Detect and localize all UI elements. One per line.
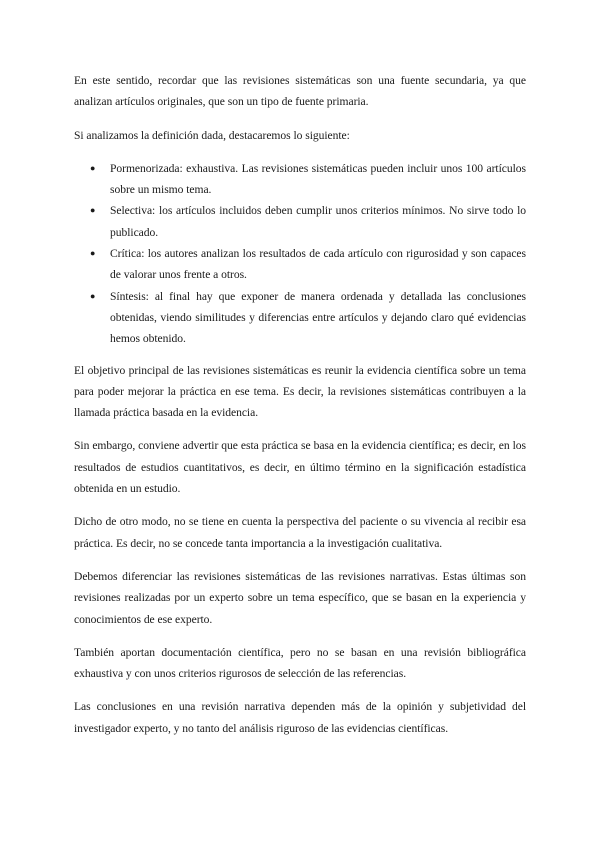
paragraph-objective: El objetivo principal de las revisiones sistemáticas es reunir la evidencia científica sobre un tema para poder mejorar la práctica en ese tema. Es decir, la revisiones sistemáticas contribuyen a la llamada práctica basada en la evidencia. bbox=[74, 363, 526, 420]
list-item-text: Pormenorizada: exhaustiva. Las revisiones sistemáticas pueden incluir unos 100 artículos sobre un mismo tema. bbox=[110, 161, 526, 197]
list-item-critica bbox=[74, 243, 526, 286]
list-item-text: Selectiva: los artículos incluidos deben cumplir unos criterios mínimos. No sirve todo lo publicado. bbox=[110, 204, 526, 239]
paragraph-documentation: También aportan documentación científica, pero no se basan en una revisión bibliográfica exhaustiva y con unos criterios rigurosos de selección de las referencias. bbox=[74, 645, 526, 681]
list-item-selectiva bbox=[74, 200, 526, 243]
bullet-icon: ● bbox=[90, 248, 96, 259]
paragraph-definition-lead: Si analizamos la definición dada, destacaremos lo siguiente: bbox=[74, 128, 350, 142]
list-item-sintesis bbox=[74, 286, 526, 350]
characteristics-list bbox=[74, 158, 526, 350]
bullet-icon: ● bbox=[90, 205, 96, 216]
paragraph-caveat: Sin embargo, conviene advertir que esta práctica se basa en la evidencia científica; es decir, en los resultados de estudios cuantitativos, es decir, en último término en la significación estadística obtenida en un estudio. bbox=[74, 439, 526, 496]
list-item-text: Síntesis: al final hay que exponer de manera ordenada y detallada las conclusiones obtenidas, viendo similitudes y diferencias entre artículos y dejando claro qué evidencias hemos obtenido. bbox=[110, 289, 526, 346]
paragraph-intro: En este sentido, recordar que las revisiones sistemáticas son una fuente secundaria, ya que analizan artículos originales, que son un tipo de fuente primaria. bbox=[74, 74, 526, 109]
paragraph-patient-perspective: Dicho de otro modo, no se tiene en cuenta la perspectiva del paciente o su vivencia al recibir esa práctica. Es decir, no se concede tanta importancia a la investigación cualitativa. bbox=[74, 515, 526, 550]
bullet-icon: ● bbox=[90, 290, 96, 301]
list-item-pormenorizada bbox=[74, 158, 526, 201]
paragraph-conclusions: Las conclusiones en una revisión narrativa dependen más de la opinión y subjetividad del investigador experto, y no tanto del análisis riguroso de las evidencias científicas. bbox=[74, 700, 526, 735]
list-item-text: Crítica: los autores analizan los resultados de cada artículo con rigurosidad y son capaces de valorar unos frente a otros. bbox=[110, 247, 526, 282]
paragraph-narrative-reviews: Debemos diferenciar las revisiones sistemáticas de las revisiones narrativas. Estas últimas son revisiones realizadas por un experto sobre un tema específico, que se basan en la experiencia y conocimientos de ese experto. bbox=[74, 569, 526, 626]
bullet-icon: ● bbox=[90, 162, 96, 173]
document-page bbox=[74, 70, 526, 751]
